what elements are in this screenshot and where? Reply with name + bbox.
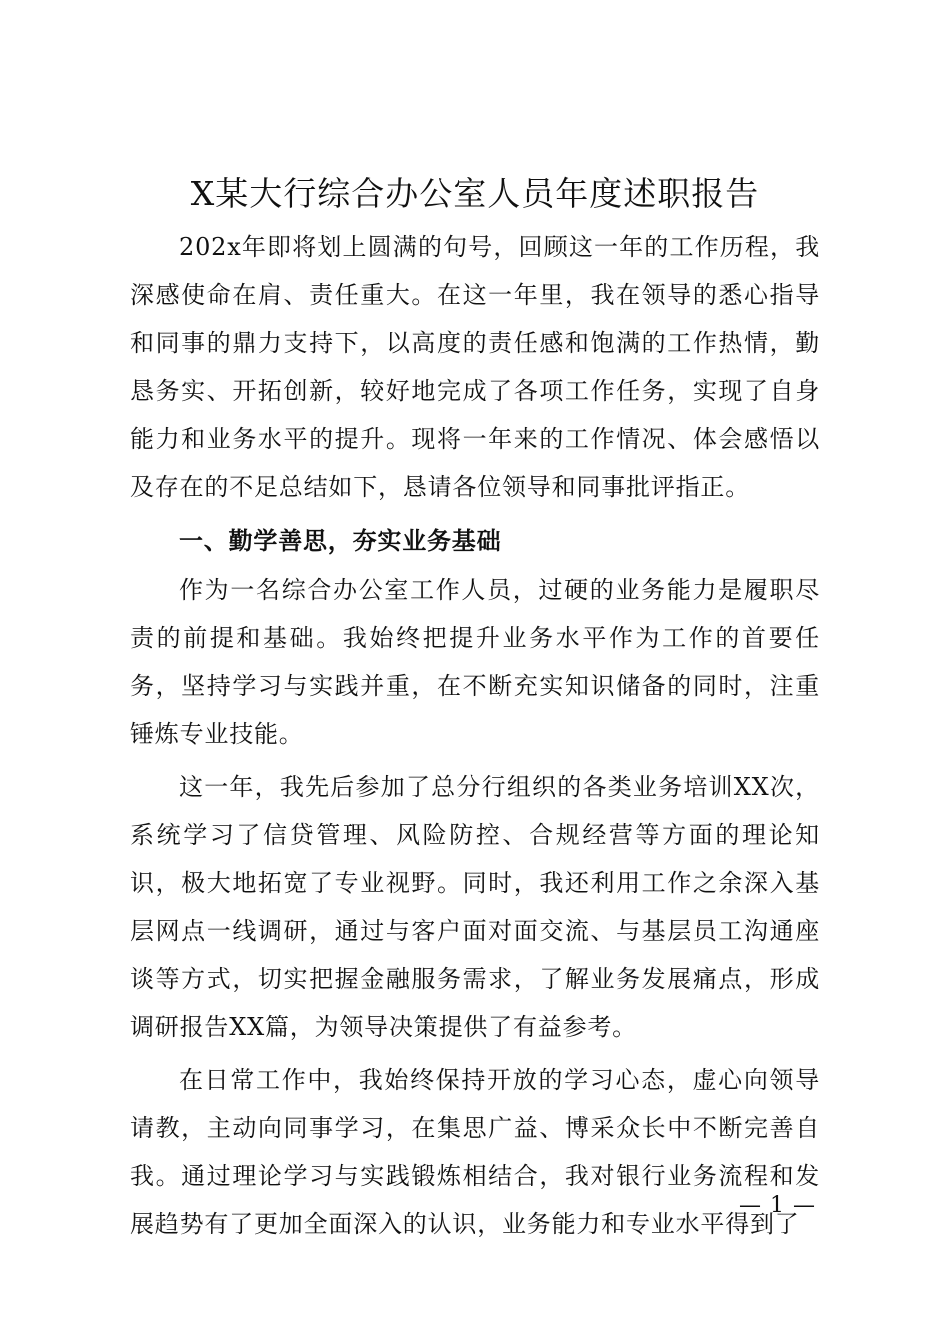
body-paragraph: 这一年，我先后参加了总分行组织的各类业务培训XX次，系统学习了信贷管理、风险防控、合规经营等方面的理论知识，极大地拓宽了专业视野。同时，我还利用工作之余深入基层网点一线调研，通过与客户面对面交流、与基层员工沟通座谈等方式，切实把握金融服务需求，了解业务发展痛点，形成调研报告XX篇，为领导决策提供了有益参考。 (130, 773, 820, 1041)
document-title: X某大行综合办公室人员年度述职报告 (190, 174, 760, 213)
body-paragraph: 在日常工作中，我始终保持开放的学习心态，虚心向领导请教，主动向同事学习，在集思广益、博采众长中不断完善自我。通过理论学习与实践锻炼相结合，我对银行业务流程和发展趋势有了更加全面深入的认识，业务能力和专业水平得到了 (130, 1066, 820, 1238)
section-heading: 一、勤学善思，夯实业务基础 (179, 527, 502, 555)
document-body (130, 223, 820, 1248)
intro-paragraph: 202x年即将划上圆满的句号，回顾这一年的工作历程，我深感使命在肩、责任重大。在这一年里，我在领导的悉心指导和同事的鼎力支持下，以高度的责任感和饱满的工作热情，勤恳务实、开拓创新，较好地完成了各项工作任务，实现了自身能力和业务水平的提升。现将一年来的工作情况、体会感悟以及存在的不足总结如下，恳请各位领导和同事批评指正。 (130, 233, 820, 501)
body-paragraph: 作为一名综合办公室工作人员，过硬的业务能力是履职尽责的前提和基础。我始终把提升业务水平作为工作的首要任务，坚持学习与实践并重，在不断充实知识储备的同时，注重锤炼专业技能。 (130, 576, 820, 748)
page-number: — 1 — (739, 1193, 816, 1218)
